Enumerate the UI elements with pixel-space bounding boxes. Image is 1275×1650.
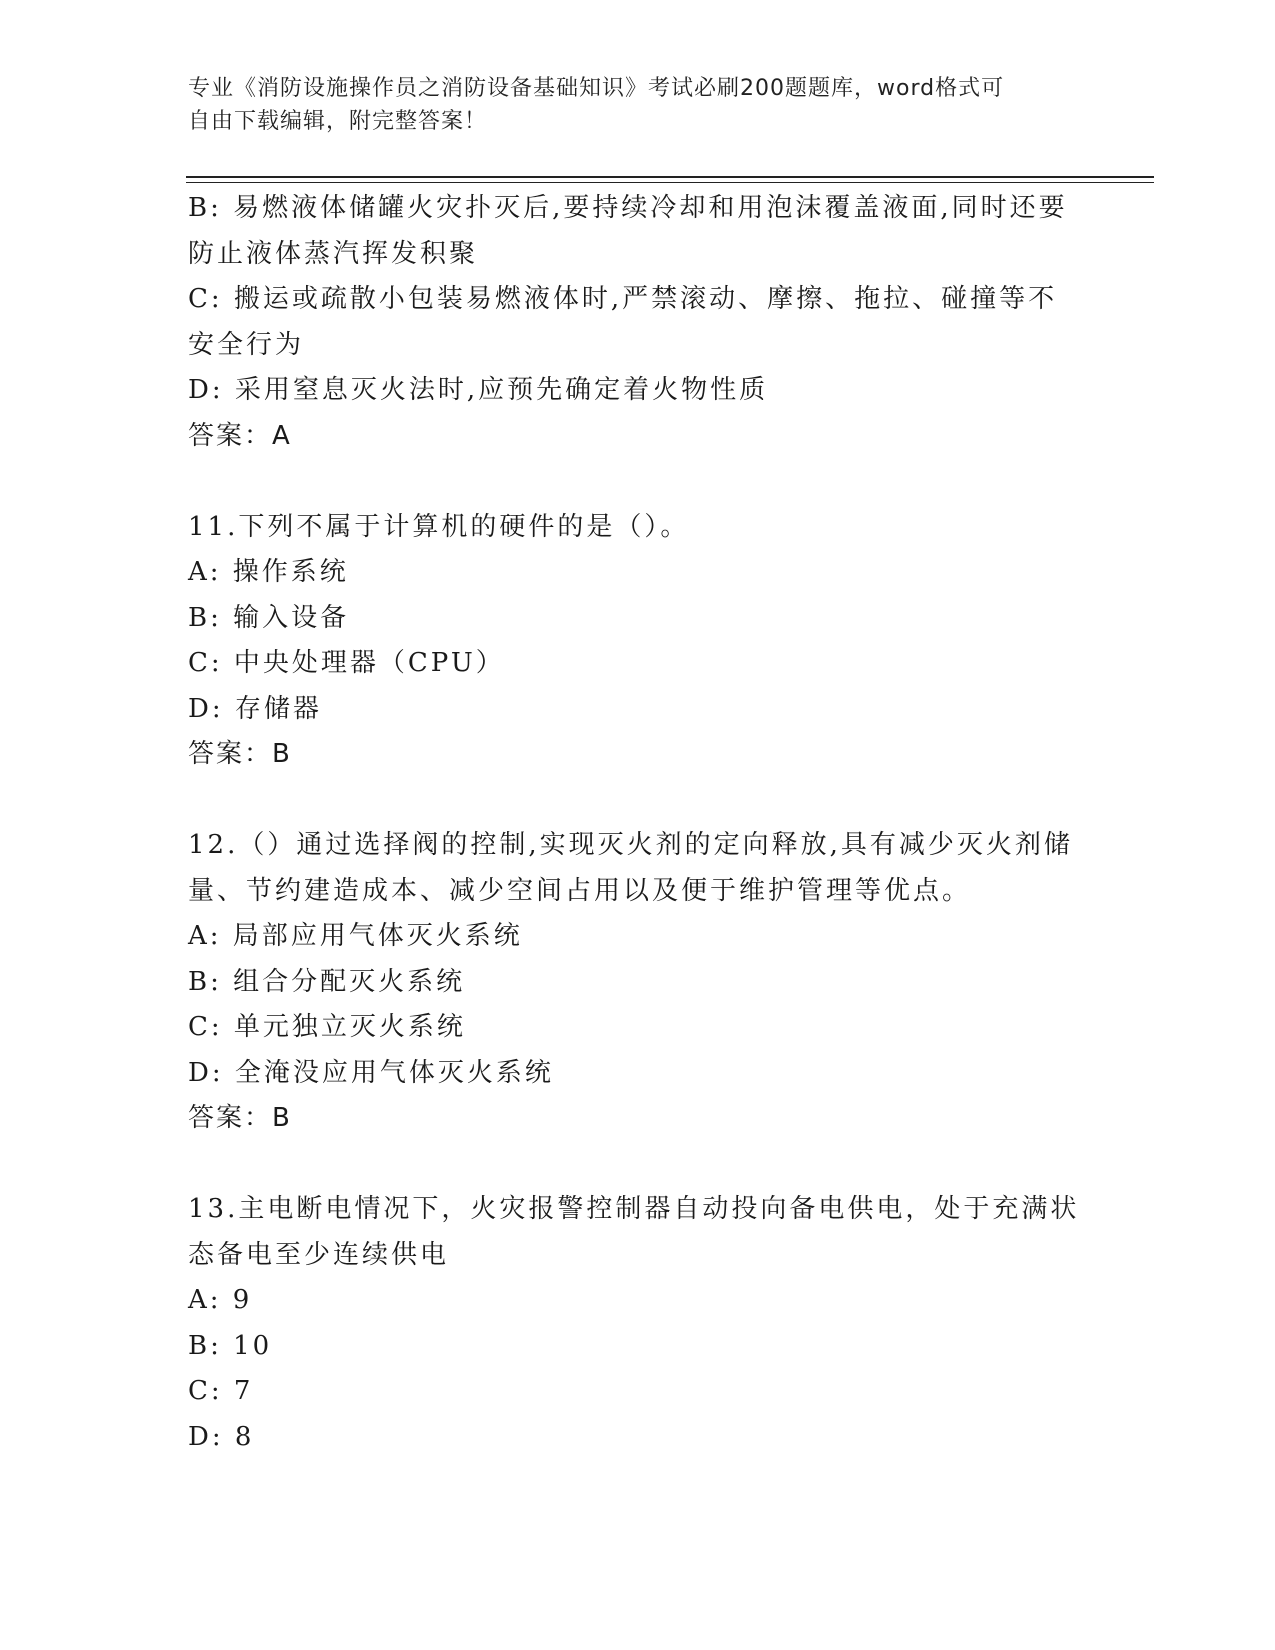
option-d: D: 8	[188, 1421, 255, 1452]
option-d: D: 采用窒息灭火法时,应预先确定着火物性质	[188, 375, 769, 405]
question-text: 13.主电断电情况下，火灾报警控制器自动投向备电供电，处于充满状	[188, 1194, 1080, 1224]
option-d: D: 全淹没应用气体灭火系统	[188, 1057, 554, 1088]
option-a: A: 操作系统	[188, 557, 349, 587]
option-b: B: 易燃液体储罐火灾扑灭后,要持续冷却和用泡沫覆盖液面,同时还要	[188, 193, 1068, 223]
question-10-continued	[188, 186, 1088, 459]
option-b-continued: 防止液体蒸汽挥发积聚	[188, 238, 479, 269]
header-line-1: 专业《消防设施操作员之消防设备基础知识》考试必刷200题题库，word格式可	[188, 76, 1005, 101]
option-c: C: 搬运或疏散小包装易燃液体时,严禁滚动、摩擦、拖拉、碰撞等不	[188, 284, 1058, 314]
question-13	[188, 1187, 1088, 1460]
question-12	[188, 823, 1088, 1142]
option-a: A: 局部应用气体灭火系统	[188, 921, 523, 951]
question-11	[188, 505, 1088, 778]
question-spacer	[188, 1142, 1088, 1188]
answer-label: 答案：B	[188, 739, 292, 769]
document-header	[188, 72, 1068, 138]
question-text: 11.下列不属于计算机的硬件的是（）。	[188, 511, 690, 542]
answer-label: 答案：B	[188, 1103, 292, 1133]
option-d: D: 存储器	[188, 693, 322, 724]
option-c-continued: 安全行为	[188, 329, 305, 360]
question-list	[188, 186, 1088, 1460]
answer-label: 答案：A	[188, 420, 292, 451]
option-a: A: 9	[188, 1285, 253, 1315]
option-b: B: 10	[188, 1330, 273, 1361]
option-b: B: 组合分配灭火系统	[188, 966, 466, 997]
question-text-continued: 态备电至少连续供电	[188, 1239, 450, 1270]
question-text: 12.（）通过选择阀的控制,实现灭火剂的定向释放,具有减少灭火剂储	[188, 830, 1073, 860]
question-spacer	[188, 459, 1088, 505]
question-text-continued: 量、节约建造成本、减少空间占用以及便于维护管理等优点。	[188, 875, 972, 906]
header-divider-thin	[186, 182, 1154, 183]
option-c: C: 7	[188, 1376, 254, 1406]
option-c: C: 单元独立灭火系统	[188, 1012, 466, 1042]
header-line-2: 自由下载编辑，附完整答案！	[188, 109, 488, 134]
option-b: B: 输入设备	[188, 602, 350, 633]
question-spacer	[188, 778, 1088, 824]
header-divider-thick	[186, 176, 1154, 178]
option-c: C: 中央处理器（CPU）	[188, 648, 505, 678]
